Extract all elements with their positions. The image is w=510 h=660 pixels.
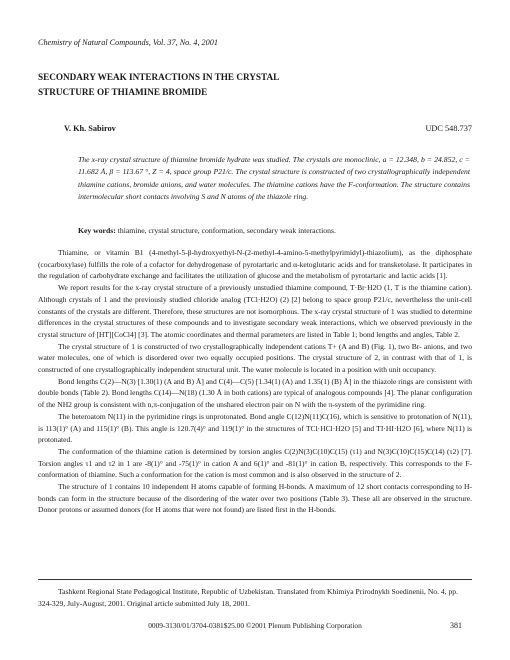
page-number: 381: [450, 621, 462, 630]
journal-header: Chemistry of Natural Compounds, Vol. 37, No. 4, 2001: [38, 38, 218, 47]
author: V. Kh. Sabirov: [64, 124, 116, 133]
paragraph: The conformation of the thiamine cation is determined by torsion angles C(2)N(3)C(10)C(15) (τ1) and N(3)C(10)C(15)C(14) (τ2) [7]. Torsion angles τ1 and τ2 in 1 are -8(1)° and -75(1)° in cation A and 6(1)° and -81(1)° in cation B, respectively. This corresponds to the F-conformation of thiamine. Such a conformation for the cation is most common and is also observed in the structure of 2.: [38, 446, 472, 480]
keywords-text: thiamine, crystal structure, conformation, secondary weak interactions.: [115, 226, 336, 235]
keywords: [78, 225, 470, 237]
title-line-1: SECONDARY WEAK INTERACTIONS IN THE CRYSTAL: [38, 72, 280, 82]
title-line-2: STRUCTURE OF THIAMINE BROMIDE: [38, 87, 208, 97]
paragraph: The heteroatom N(11) in the pyrimidine rings is unprotonated. Bond angle C(12)N(11)C(16), which is sensitive to protonation of N(11), is 113(1)° (A) and 115(1)° (B). This angle is 120.7(4)° and 119(1)° in the structures of TCl·HCl·H2O [5] and TI·HI·H2O [6], where N(11) is protonated.: [38, 411, 472, 445]
copyright-line: 0009-3130/01/3704-0381$25.00 ©2001 Plenum Publishing Corporation: [148, 621, 362, 630]
footnote-divider: [38, 579, 472, 580]
article-body: [38, 247, 472, 516]
udc-code: UDC 548.737: [425, 124, 472, 133]
article-title: [38, 70, 468, 100]
footnote: Tashkent Regional State Pedagogical Institute, Republic of Uzbekistan. Translated from Khimiya Prirodnykh Soedinenii, No. 4, pp. 324-329, July-August, 2001. Original article submitted July 18, 2001.: [38, 587, 458, 608]
paragraph: The crystal structure of 1 is constructed of two crystallographically independent cations T+ (A and B) (Fig. 1), two Br- anions, and two water molecules, one of which is disordered over two equally occupied positions. The crystal structure of 2, in contrast with that of 1, is constructed of one crystallographically independent structural unit. The water molecule is located in a position with unit occupancy.: [38, 341, 472, 375]
paragraph: The structure of 1 contains 10 independent H atoms capable of forming H-bonds. A maximum of 12 short contacts corresponding to H-bonds can form in the structure because of the disordering of the water over two positions (Table 3). These all are observed in the structure. Donor protons or assumed donors (for H atoms that were not found) are listed first in the H-bonds.: [38, 482, 472, 515]
paragraph: Thiamine, or vitamin B1 (4-methyl-5-β-hydroxyethyl-N-(2-methyl-4-amino-5-methylpyrimidyl)-thiazolium), as the diphosphate (cocarboxylase) fulfills the role of a cofactor for dehydrogenase of pyrotartaric and α-ketoglutaric acids and for transketolase. It participates in the regulation of carbohydrate exchange and facilitates the utilization of glucose and the metabolism of pyrotartaric and lactic acids [1].: [38, 248, 472, 281]
paragraph: Bond lengths C(2)—N(3) [1.30(1) (A and B) Å] and C(4)—C(5) [1.34(1) (A) and 1.35(1) (B) Å] in the thiazole rings are consistent with double bonds (Table 2). Bond lengths C(14)—N(18) (1.30 Å in both cations) are typical of analogous compounds [4]. The planar configuration of the NH2 group is consistent with n,π-conjugation of the unshared electron pair on N with the π-system of the pyrimidine ring.: [38, 376, 472, 410]
paragraph: We report results for the x-ray crystal structure of a previously unstudied thiamine compound, T·Br·H2O (1, T is the thiamine cation). Although crystals of 1 and the previously studied chloride analog (TCl·H2O) (2) [2] belong to space group P21/c, nevertheless the unit-cell constants of the crystals are different. Therefore, these structures are not isomorphous. The x-ray crystal structure of 1 was studied to determine differences in the crystal structures of these compounds and to investigate secondary weak interactions, which we observed previously in the crystal structure of [HT][CoCl4] [3]. The atomic coordinates and thermal parameters are listed in Table 1; bond lengths and angles, Table 2.: [38, 283, 472, 339]
abstract: The x-ray crystal structure of thiamine bromide hydrate was studied. The crystals are monoclinic, a = 12.348, b = 24.852, c = 11.682 Å, β = 113.67 °, Z = 4, space group P21/c. The crystal structure is constructed of two crystallographically independent thiamine cations, bromide anions, and water molecules. The thiamine cations have the F-conformation. The structure contains intermolecular short contacts involving S and N atoms of the thiazole ring.: [78, 155, 470, 201]
keywords-label: Key words:: [78, 226, 116, 235]
